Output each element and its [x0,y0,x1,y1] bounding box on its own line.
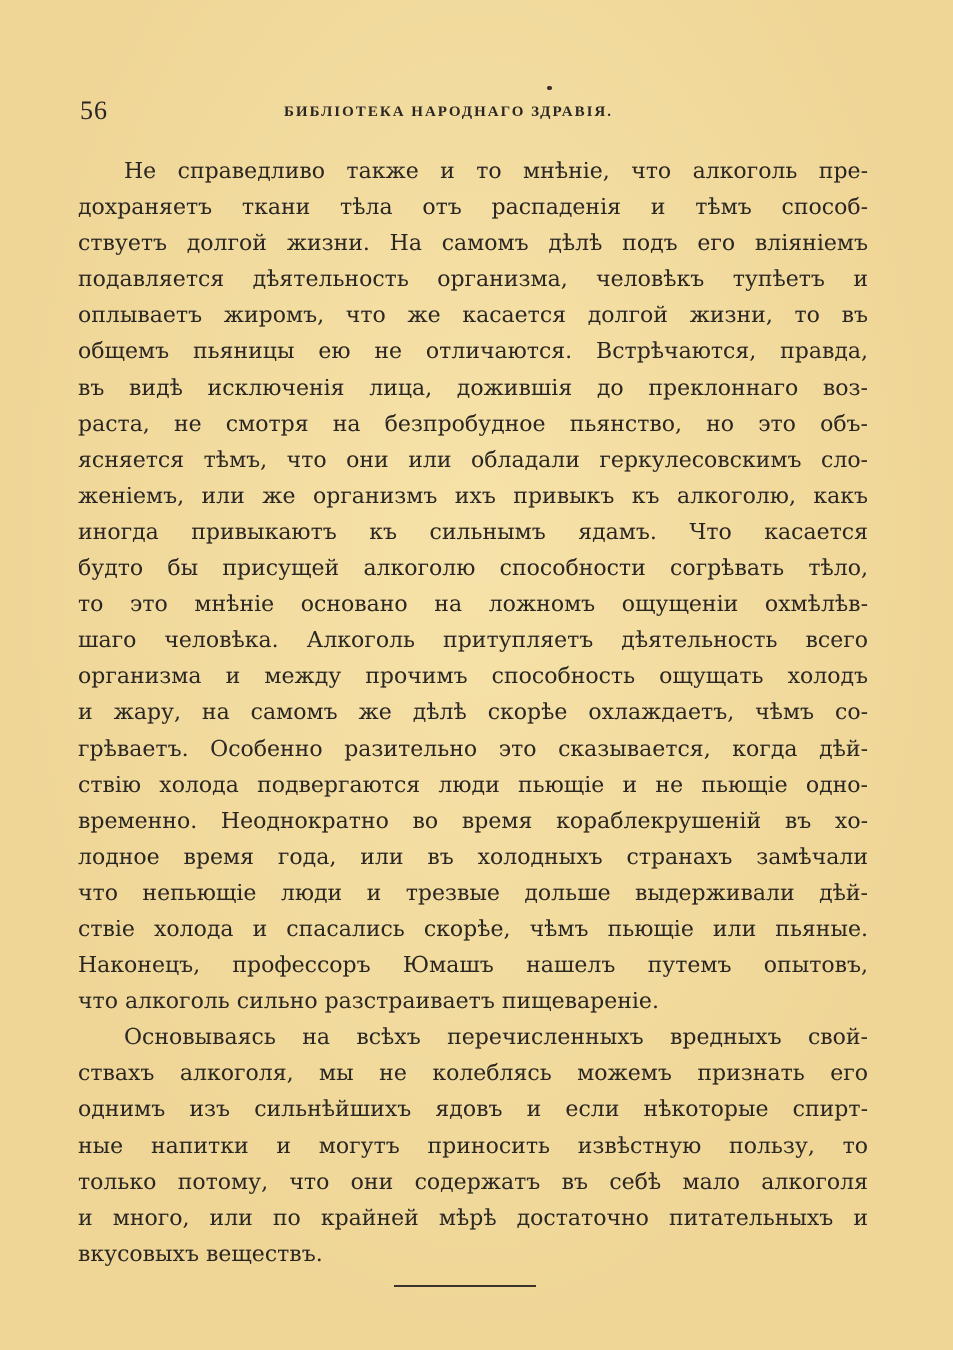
text-line: лодное время года, или въ холодныхъ странахъ замѣчали [78,844,868,870]
text-line: въ видѣ исключенія лица, дожившія до преклоннаго воз- [78,375,868,401]
text-line: дохраняетъ ткани тѣла отъ распаденія и тѣмъ способ- [78,195,868,221]
text-line: будто бы присущей алкоголю способности согрѣвать тѣло, [78,556,868,582]
text-line: раста, не смотря на безпробудное пьянство, но это объ- [78,411,868,437]
text-line: подавляется дѣятельность организма, человѣкъ тупѣетъ и [78,267,868,293]
text-line: Наконецъ, профессоръ Юмашъ нашелъ путемъ опытовъ, [78,953,868,979]
text-line: ствіе холода и спасались скорѣе, чѣмъ пьющіе или пьяные. [78,916,868,942]
text-line: Основываясь на всѣхъ перечисленныхъ вредныхъ свой- [124,1025,868,1051]
text-line: однимъ изъ сильнѣйшихъ ядовъ и если нѣкоторые спирт- [78,1097,868,1123]
text-line: женіемъ, или же организмъ ихъ привыкъ къ алкоголю, какъ [78,483,868,509]
text-line: оплываетъ жиромъ, что же касается долгой жизни, то въ [78,303,868,329]
text-line: и жару, на самомъ же дѣлѣ скорѣе охлаждаетъ, чѣмъ со- [78,700,868,726]
text-line: и много, или по крайней мѣрѣ достаточно питательныхъ и [78,1205,868,1231]
text-line: временно. Неоднократно во время кораблекрушеній въ хо- [78,808,868,834]
text-line: ствію холода подвергаются люди пьющіе и не пьющіе одно- [78,772,868,798]
text-line: иногда привыкаютъ къ сильнымъ ядамъ. Что касается [78,519,868,545]
page-header [80,96,880,126]
ink-speck [547,86,552,90]
page-number: 56 [80,96,108,125]
text-line: Не справедливо также и то мнѣніе, что алкоголь пре- [124,159,868,184]
body-text [78,154,868,1273]
text-line: шаго человѣка. Алкоголь притупляетъ дѣятельность всего [78,628,868,654]
text-line: ные напитки и могутъ приносить извѣстную пользу, то [78,1133,868,1159]
text-line: то это мнѣніе основано на ложномъ ощущеніи охмѣлѣв- [78,592,868,618]
text-line: ствуетъ долгой жизни. На самомъ дѣлѣ подъ его вліяніемъ [78,231,868,257]
text-line: грѣваетъ. Особенно разительно это сказывается, когда дѣй- [78,736,868,762]
text-line: вкусовыхъ веществъ. [78,1241,323,1267]
text-line: общемъ пьяницы ею не отличаются. Встрѣчаются, правда, [78,339,868,365]
text-line: что алкоголь сильно разстраиваетъ пищевареніе. [78,989,659,1015]
running-title: БИБЛІОТЕКА НАРОДНАГО ЗДРАВІЯ. [284,104,614,120]
section-end-rule [394,1285,536,1287]
text-line: что непьющіе люди и трезвые дольше выдерживали дѣй- [78,880,868,906]
text-line: ствахъ алкоголя, мы не колеблясь можемъ признать его [78,1061,868,1087]
text-line: ясняется тѣмъ, что они или обладали геркулесовскимъ сло- [78,447,868,473]
text-line: только потому, что они содержатъ въ себѣ мало алкоголя [78,1169,868,1195]
text-line: организма и между прочимъ способность ощущать холодъ [78,664,868,690]
